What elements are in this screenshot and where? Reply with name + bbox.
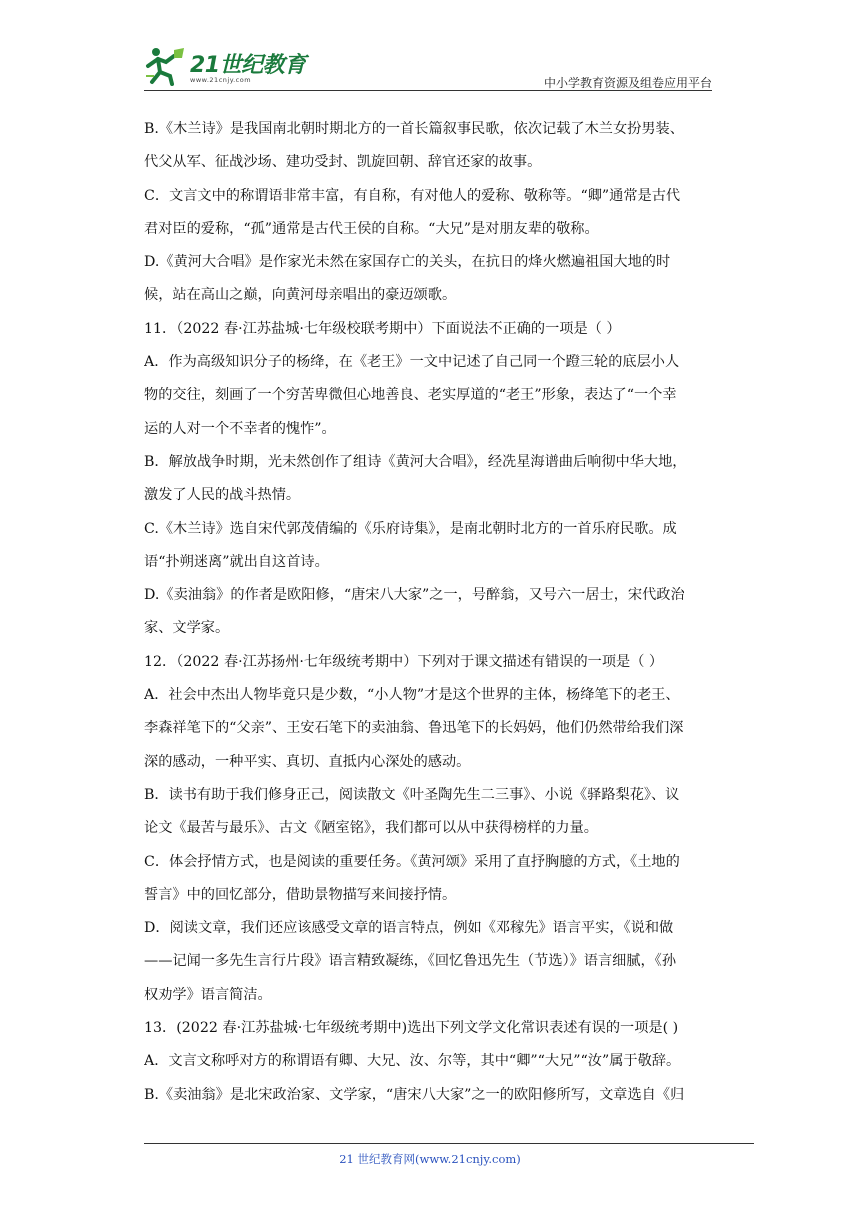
running-figure-icon bbox=[144, 46, 188, 86]
text-line: 誓言》中的回忆部分，借助景物描写来间接抒情。 bbox=[144, 886, 457, 903]
text-line: C．体会抒情方式，也是阅读的重要任务。《黄河颂》采用了直抒胸臆的方式，《土地的 bbox=[144, 853, 680, 870]
text-line: B．读书有助于我们修身正己，阅读散文《叶圣陶先生二三事》、小说《驿路梨花》、议 bbox=[144, 786, 680, 803]
text-line: D.《卖油翁》的作者是欧阳修，“唐宋八大家”之一，号醉翁，又号六一居士，宋代政治 bbox=[144, 587, 685, 604]
logo-url: www.21cnjy.com bbox=[190, 76, 252, 84]
text-line: B.《木兰诗》是我国南北朝时期北方的一首长篇叙事民歌，依次记载了木兰女扮男装、 bbox=[144, 121, 684, 137]
text-line: 激发了人民的战斗热情。 bbox=[144, 487, 301, 504]
document-body bbox=[144, 113, 716, 1112]
text-line: A．文言文称呼对方的称谓语有卿、大兄、汝、尔等，其中“卿”“大兄”“汝”属于敬辞。 bbox=[144, 1053, 681, 1070]
text-line: 候，站在高山之巅，向黄河母亲唱出的豪迈颂歌。 bbox=[144, 287, 457, 304]
text-line: ——记闻一多先生言行片段》语言精致凝练，《回忆鲁迅先生（节选）》语言细腻，《孙 bbox=[144, 953, 677, 970]
text-line: 家、文学家。 bbox=[144, 620, 230, 637]
footer-divider bbox=[144, 1143, 754, 1144]
text-line: B．解放战争时期，光未然创作了组诗《黄河大合唱》，经冼星海谱曲后响彻中华大地， bbox=[144, 453, 687, 470]
text-line: A．作为高级知识分子的杨绛，在《老王》一文中记述了自己同一个蹬三轮的底层小人 bbox=[144, 354, 680, 371]
logo-text: 21世纪教育 bbox=[190, 53, 306, 78]
text-line: B.《卖油翁》是北宋政治家、文学家，“唐宋八大家”之一的欧阳修所写，文章选自《归 bbox=[144, 1086, 685, 1103]
page-footer: 21 世纪教育网(www.21cnjy.com) bbox=[339, 1152, 521, 1166]
text-line: C.《木兰诗》选自宋代郭茂倩编的《乐府诗集》，是南北朝时北方的一首乐府民歌。成 bbox=[144, 520, 677, 537]
text-line: 运的人对一个不幸者的愧怍”。 bbox=[144, 420, 336, 437]
text-line: 代父从军、征战沙场、建功受封、凯旋回朝、辞官还家的故事。 bbox=[144, 154, 542, 171]
question-heading: 12．（2022 春·江苏扬州·七年级统考期中）下列对于课文描述有错误的一项是（ ） bbox=[144, 653, 664, 670]
text-line: A．社会中杰出人物毕竟只是少数，“小人物”才是这个世界的主体，杨绛笔下的老王、 bbox=[144, 687, 680, 704]
text-line: 权劝学》语言简洁。 bbox=[144, 986, 272, 1003]
text-line: 李森祥笔下的“父亲”、王安石笔下的卖油翁、鲁迅笔下的长妈妈，他们仍然带给我们深 bbox=[144, 720, 684, 737]
question-heading: 13．(2022 春·江苏盐城·七年级统考期中)选出下列文学文化常识表述有误的一项是( ) bbox=[144, 1020, 679, 1037]
platform-name: 中小学教育资源及组卷应用平台 bbox=[543, 76, 712, 90]
text-line: D.《黄河大合唱》是作家光未然在家国存亡的关头，在抗日的烽火燃遍祖国大地的时 bbox=[144, 254, 671, 271]
text-line: 君对臣的爱称，“孤”通常是古代王侯的自称。“大兄”是对朋友辈的敬称。 bbox=[144, 220, 599, 237]
text-line: 语“扑朔迷离”就出自这首诗。 bbox=[144, 553, 329, 570]
site-logo bbox=[144, 46, 319, 86]
text-line: 深的感动，一种平实、真切、直抵内心深处的感动。 bbox=[144, 753, 471, 770]
text-line: 物的交往，刻画了一个穷苦卑微但心地善良、老实厚道的“老王”形象，表达了“一个幸 bbox=[144, 387, 677, 404]
question-heading: 11．（2022 春·江苏盐城·七年级校联考期中）下面说法不正确的一项是（ ） bbox=[144, 320, 621, 337]
text-line: C．文言文中的称谓语非常丰富，有自称，有对他人的爱称、敬称等。“卿”通常是古代 bbox=[144, 187, 681, 204]
header-divider bbox=[144, 90, 712, 91]
page-header bbox=[144, 40, 712, 90]
text-line: D．阅读文章，我们还应该感受文章的语言特点，例如《邓稼先》语言平实，《说和做 bbox=[144, 920, 674, 937]
text-line: 论文《最苦与最乐》、古文《陋室铭》，我们都可以从中获得榜样的力量。 bbox=[144, 820, 598, 837]
